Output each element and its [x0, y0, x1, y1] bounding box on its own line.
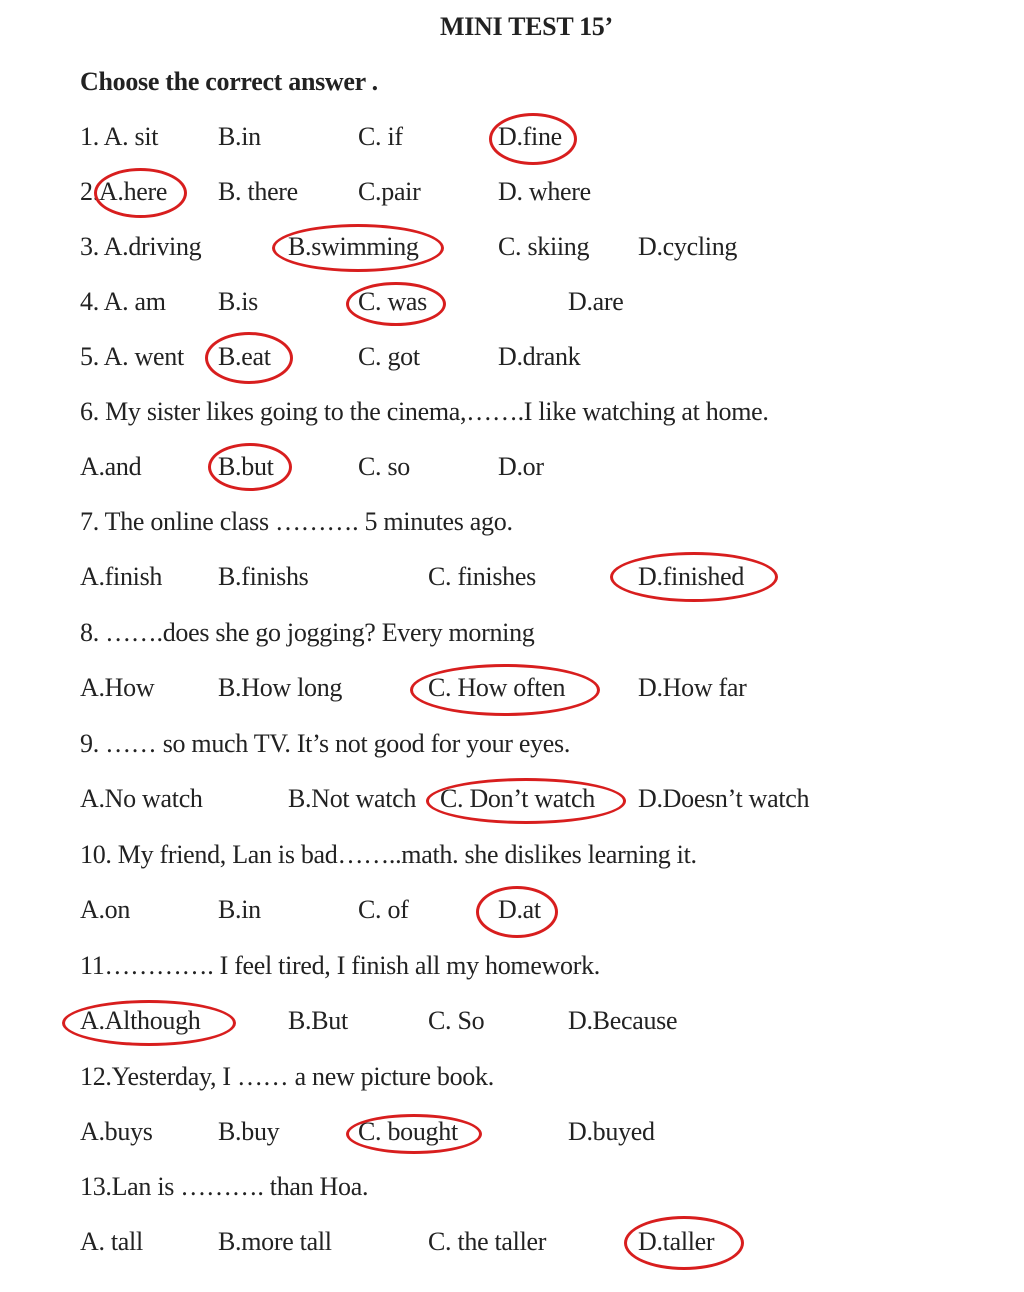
question-9-option-a: A.No watch [80, 784, 203, 813]
question-13-stem: 13.Lan is ………. than Hoa. [80, 1172, 369, 1201]
question-5-option-c: C. got [358, 342, 420, 371]
question-9-option-c: C. Don’t watch [440, 784, 595, 813]
question-9-option-b: B.Not watch [288, 784, 417, 813]
answer-circle-6 [208, 443, 292, 491]
question-3-option-d: D.cycling [638, 232, 738, 261]
question-2-option-d: D. where [498, 177, 591, 206]
question-12-option-c: C. bought [358, 1117, 458, 1146]
question-13-option-a: A. tall [80, 1227, 143, 1256]
question-13-option-d: D.taller [638, 1227, 715, 1256]
question-10-option-b: B.in [218, 895, 261, 924]
question-4-option-d: D.are [568, 287, 624, 316]
question-8-option-c: C. How often [428, 673, 566, 702]
question-6-stem: 6. My sister likes going to the cinema,…….I like watching at home. [80, 397, 769, 426]
question-1-option-a: 1. A. sit [80, 122, 159, 151]
question-5-option-b: B.eat [218, 342, 271, 371]
question-2-option-a: 2.A.here [80, 177, 168, 206]
question-5-option-d: D.drank [498, 342, 581, 371]
answer-circle-10 [476, 886, 558, 938]
question-11-option-d: D.Because [568, 1006, 678, 1035]
question-6-option-a: A.and [80, 452, 142, 481]
answer-circle-11 [62, 1000, 236, 1046]
question-8-stem: 8. …….does she go jogging? Every morning [80, 618, 535, 647]
question-3-option-a: 3. A.driving [80, 232, 202, 261]
question-13-option-c: C. the taller [428, 1227, 547, 1256]
question-10-option-a: A.on [80, 895, 131, 924]
question-9-stem: 9. …… so much TV. It’s not good for your eyes. [80, 729, 571, 758]
question-7-option-d: D.finished [638, 562, 745, 591]
question-5-option-a: 5. A. went [80, 342, 184, 371]
question-8-option-b: B.How long [218, 673, 343, 702]
answer-circle-7 [610, 552, 778, 602]
question-9-option-d: D.Doesn’t watch [638, 784, 810, 813]
question-13-option-b: B.more tall [218, 1227, 332, 1256]
answer-circle-4 [346, 282, 446, 326]
answer-circle-5 [205, 332, 293, 384]
question-1-option-b: B.in [218, 122, 261, 151]
question-7-option-a: A.finish [80, 562, 163, 591]
question-3-option-c: C. skiing [498, 232, 590, 261]
answer-circle-1 [489, 113, 577, 165]
answer-circle-3 [272, 224, 444, 272]
question-3-option-b: B.swimming [288, 232, 419, 261]
answer-circle-13 [624, 1216, 744, 1270]
answer-circle-9 [426, 778, 626, 824]
question-12-option-b: B.buy [218, 1117, 280, 1146]
question-11-option-b: B.But [288, 1006, 348, 1035]
page-title: MINI TEST 15’ [440, 12, 613, 41]
answer-circle-12 [346, 1114, 482, 1154]
question-1-option-d: D.fine [498, 122, 562, 151]
question-4-option-a: 4. A. am [80, 287, 166, 316]
answer-circle-8 [410, 664, 600, 716]
question-12-stem: 12.Yesterday, I …… a new picture book. [80, 1062, 494, 1091]
question-6-option-c: C. so [358, 452, 410, 481]
question-7-option-b: B.finishs [218, 562, 309, 591]
question-8-option-d: D.How far [638, 673, 747, 702]
question-1-option-c: C. if [358, 122, 403, 151]
question-4-option-b: B.is [218, 287, 258, 316]
question-6-option-d: D.or [498, 452, 544, 481]
question-10-option-c: C. of [358, 895, 409, 924]
question-2-option-b: B. there [218, 177, 298, 206]
question-11-option-c: C. So [428, 1006, 485, 1035]
question-8-option-a: A.How [80, 673, 155, 702]
question-12-option-a: A.buys [80, 1117, 153, 1146]
question-10-option-d: D.at [498, 895, 541, 924]
question-12-option-d: D.buyed [568, 1117, 655, 1146]
question-6-option-b: B.but [218, 452, 274, 481]
instruction-text: Choose the correct answer . [80, 67, 378, 96]
question-7-option-c: C. finishes [428, 562, 536, 591]
question-10-stem: 10. My friend, Lan is bad……..math. she dislikes learning it. [80, 840, 697, 869]
question-7-stem: 7. The online class ………. 5 minutes ago. [80, 507, 513, 536]
question-11-option-a: A.Although [80, 1006, 201, 1035]
answer-circle-2 [94, 168, 187, 218]
question-4-option-c: C. was [358, 287, 427, 316]
question-11-stem: 11…………. I feel tired, I finish all my homework. [80, 951, 600, 980]
question-2-option-c: C.pair [358, 177, 421, 206]
